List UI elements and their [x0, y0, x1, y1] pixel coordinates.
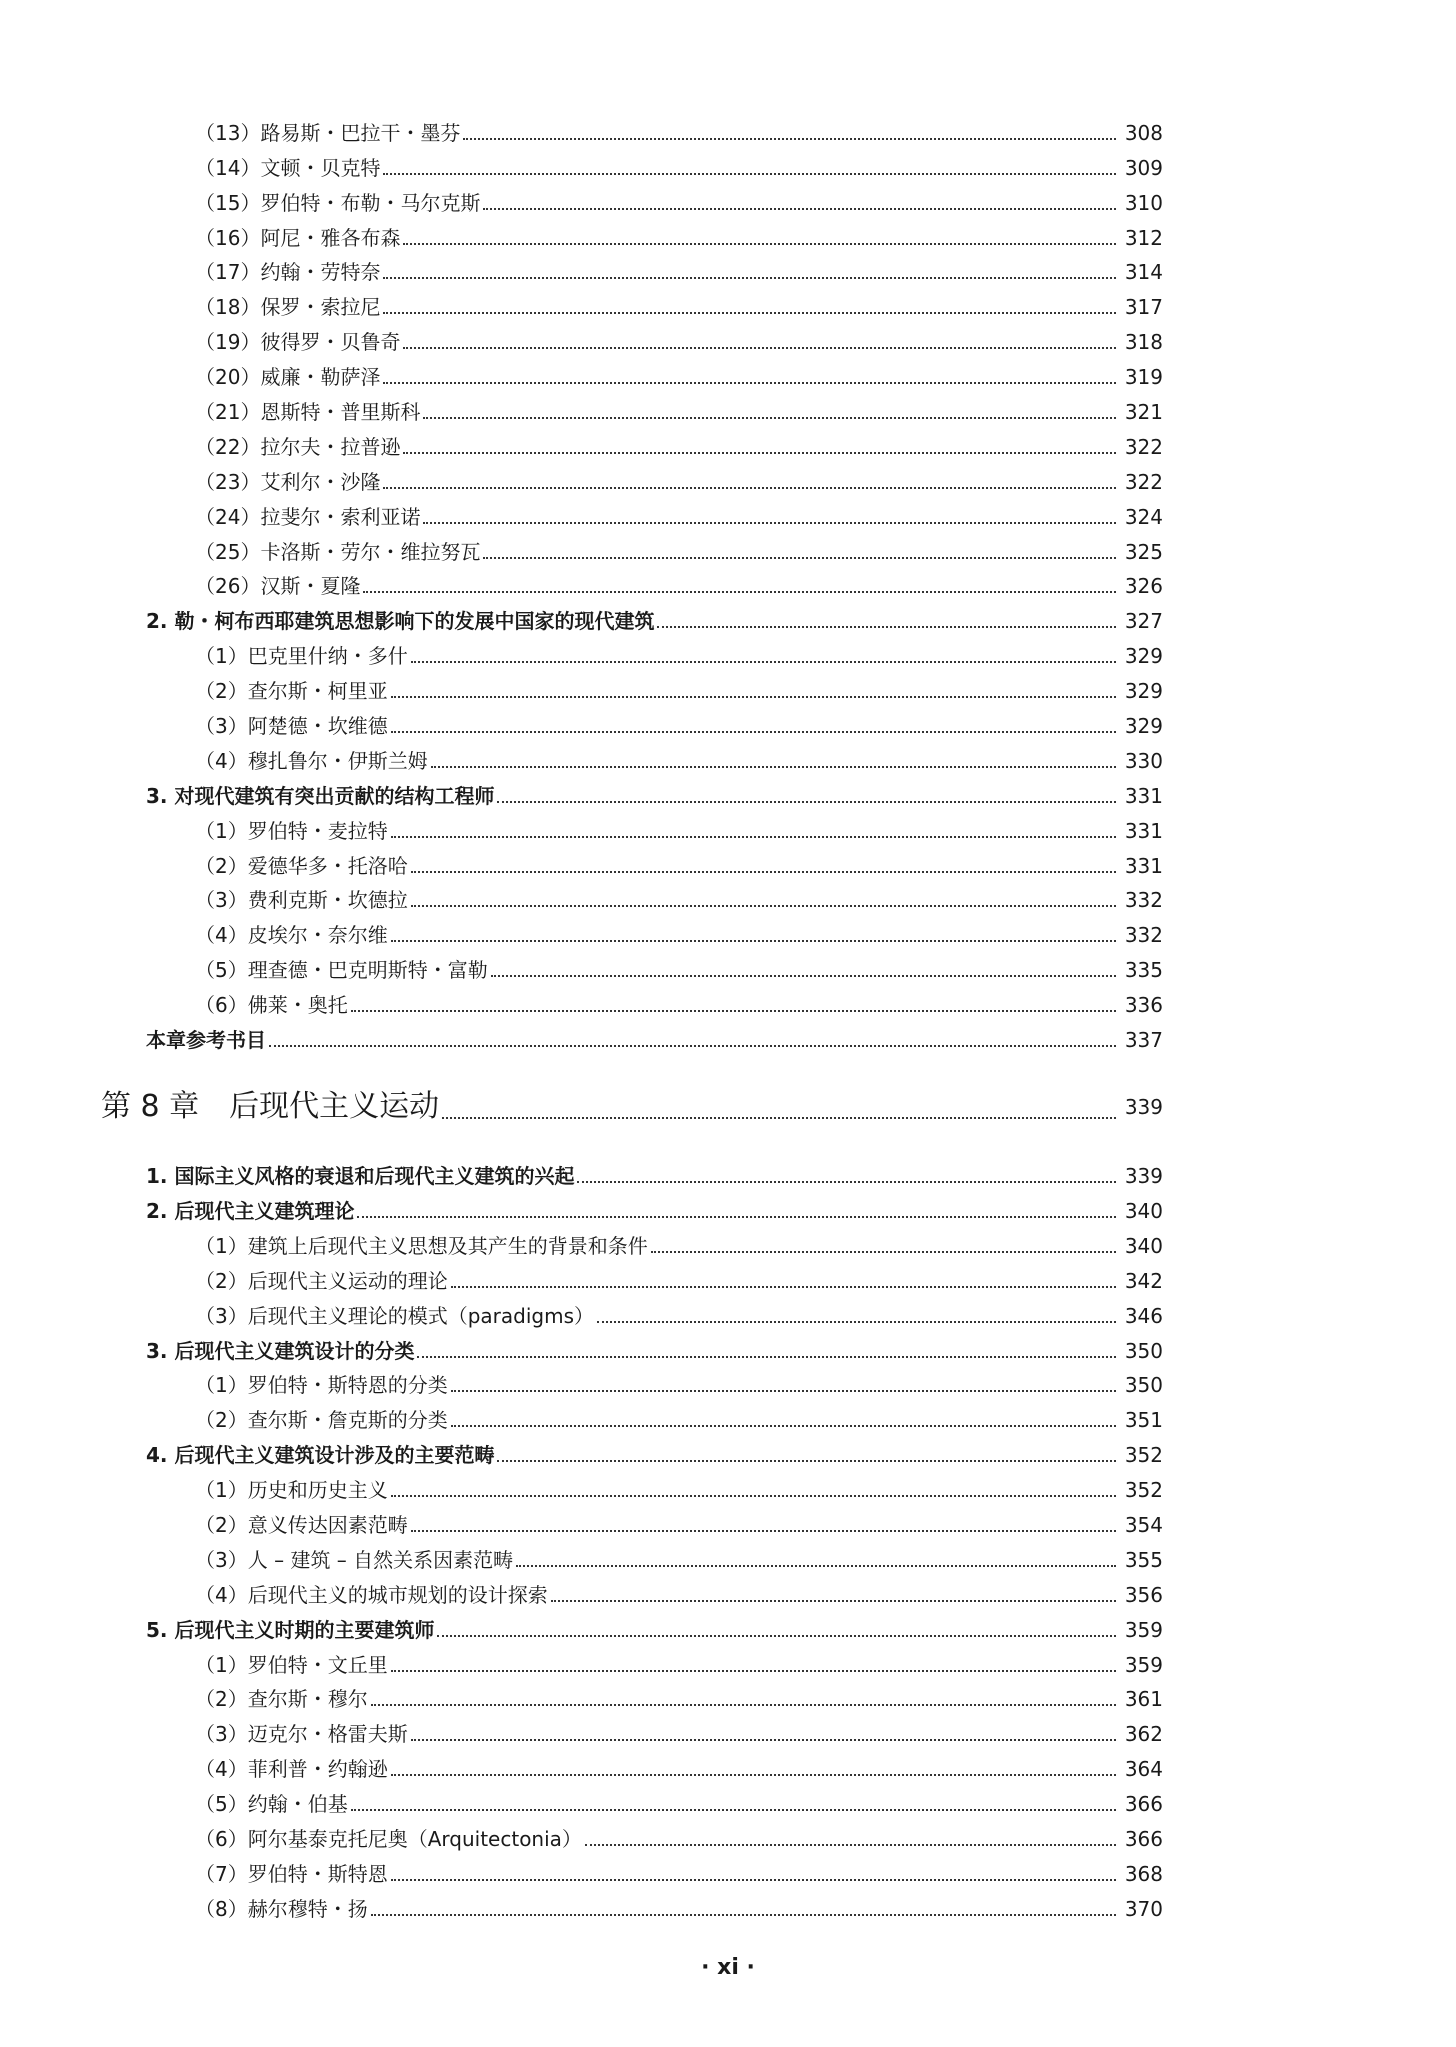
toc-dot-leader: [483, 208, 1116, 210]
toc-entry-page-number: 339: [1124, 1164, 1163, 1189]
toc-entry-section: [0, 1188, 1456, 1223]
toc-entry-title: （2）查尔斯・詹克斯的分类: [195, 1408, 448, 1433]
toc-entry-item: [0, 808, 1456, 843]
toc-dot-leader: [497, 1460, 1116, 1462]
toc-entry-page-number: 335: [1124, 958, 1163, 983]
toc-dot-leader: [383, 312, 1116, 314]
toc-entry-page-number: 324: [1124, 504, 1163, 529]
toc-dot-leader: [585, 1844, 1116, 1846]
toc-entry-title: （25）卡洛斯・劳尔・维拉努瓦: [195, 539, 481, 564]
toc-entry-item: [0, 668, 1456, 703]
toc-entry-page-number: 356: [1124, 1582, 1163, 1607]
toc-entry-item: [0, 1816, 1456, 1851]
toc-entry-page-number: 336: [1124, 993, 1163, 1018]
toc-dot-leader: [403, 452, 1116, 454]
toc-dot-leader: [383, 487, 1116, 489]
toc-entry-title: 第 8 章 后现代主义运动: [101, 1089, 440, 1125]
toc-entry-item: [0, 982, 1456, 1017]
toc-dot-leader: [357, 1216, 1116, 1218]
toc-entry-title: （19）彼得罗・贝鲁奇: [195, 330, 401, 355]
toc-dot-leader: [497, 801, 1116, 803]
toc-dot-leader: [451, 1286, 1116, 1288]
toc-dot-leader: [651, 1251, 1116, 1253]
toc-entry-title: （1）罗伯特・麦拉特: [195, 818, 388, 843]
toc-entry-item: [0, 1363, 1456, 1398]
toc-dot-leader: [463, 138, 1116, 140]
toc-entry-page-number: 340: [1124, 1198, 1163, 1223]
toc-dot-leader: [371, 1914, 1116, 1916]
toc-entry-title: （1）罗伯特・文丘里: [195, 1652, 388, 1677]
toc-entry-item: [0, 703, 1456, 738]
toc-dot-leader: [483, 557, 1116, 559]
toc-entry-page-number: 352: [1124, 1443, 1163, 1468]
toc-dot-leader: [351, 1809, 1116, 1811]
toc-dot-leader: [269, 1045, 1116, 1047]
toc-entry-page-number: 370: [1124, 1896, 1163, 1921]
toc-dot-leader: [431, 766, 1116, 768]
toc-entry-title: （26）汉斯・夏隆: [195, 574, 361, 599]
toc-dot-leader: [411, 905, 1116, 907]
toc-entry-title: （13）路易斯・巴拉干・墨芬: [195, 120, 461, 145]
toc-entry-title: 1. 国际主义风格的衰退和后现代主义建筑的兴起: [146, 1164, 575, 1189]
toc-entry-title: （2）查尔斯・穆尔: [195, 1687, 368, 1712]
toc-entry-title: 3. 对现代建筑有突出贡献的结构工程师: [146, 783, 495, 808]
toc-dot-leader: [437, 1635, 1116, 1637]
toc-entry-page-number: 327: [1124, 609, 1163, 634]
toc-entry-title: （2）后现代主义运动的理论: [195, 1268, 448, 1293]
toc-dot-leader: [363, 591, 1116, 593]
toc-list: [0, 110, 1456, 1921]
toc-dot-leader: [371, 1704, 1116, 1706]
page-number: · xi ·: [701, 1955, 755, 1980]
toc-dot-leader: [491, 975, 1116, 977]
toc-dot-leader: [551, 1600, 1116, 1602]
toc-entry-item: [0, 180, 1456, 215]
toc-entry-page-number: 319: [1124, 365, 1163, 390]
toc-entry-title: （4）皮埃尔・奈尔维: [195, 923, 388, 948]
toc-entry-title: （17）约翰・劳特奈: [195, 260, 381, 285]
toc-entry-item: [0, 1293, 1456, 1328]
toc-dot-leader: [423, 522, 1116, 524]
toc-dot-leader: [597, 1321, 1116, 1323]
toc-entry-title: （15）罗伯特・布勒・马尔克斯: [195, 190, 481, 215]
toc-dot-leader: [516, 1565, 1116, 1567]
toc-entry-item: [0, 564, 1456, 599]
toc-dot-leader: [451, 1390, 1116, 1392]
toc-entry-page-number: 346: [1124, 1303, 1163, 1328]
toc-entry-refs: [0, 1017, 1456, 1052]
toc-entry-section: [0, 773, 1456, 808]
toc-dot-leader: [411, 1530, 1116, 1532]
toc-entry-item: [0, 1572, 1456, 1607]
toc-entry-item: [0, 354, 1456, 389]
toc-entry-title: （20）威廉・勒萨泽: [195, 365, 381, 390]
toc-entry-page-number: 331: [1124, 818, 1163, 843]
toc-entry-page-number: 359: [1124, 1617, 1163, 1642]
toc-entry-page-number: 361: [1124, 1687, 1163, 1712]
toc-dot-leader: [411, 661, 1116, 663]
toc-dot-leader: [383, 277, 1116, 279]
toc-entry-item: [0, 319, 1456, 354]
toc-entry-page-number: 342: [1124, 1268, 1163, 1293]
toc-entry-item: [0, 1886, 1456, 1921]
toc-dot-leader: [657, 626, 1116, 628]
toc-entry-item: [0, 1642, 1456, 1677]
toc-entry-item: [0, 389, 1456, 424]
toc-entry-title: 2. 勒・柯布西耶建筑思想影响下的发展中国家的现代建筑: [146, 609, 655, 634]
toc-entry-page-number: 330: [1124, 748, 1163, 773]
toc-dot-leader: [411, 871, 1116, 873]
toc-dot-leader: [423, 417, 1116, 419]
toc-entry-item: [0, 1677, 1456, 1712]
toc-entry-title: 2. 后现代主义建筑理论: [146, 1198, 355, 1223]
toc-dot-leader: [351, 1010, 1116, 1012]
toc-dot-leader: [391, 731, 1116, 733]
toc-entry-page-number: 312: [1124, 225, 1163, 250]
toc-entry-title: （3）阿楚德・坎维德: [195, 714, 388, 739]
toc-entry-page-number: 322: [1124, 469, 1163, 494]
toc-entry-page-number: 332: [1124, 888, 1163, 913]
toc-entry-page-number: 309: [1124, 155, 1163, 180]
toc-entry-item: [0, 250, 1456, 285]
toc-entry-page-number: 359: [1124, 1652, 1163, 1677]
toc-entry-item: [0, 1711, 1456, 1746]
toc-entry-page-number: 329: [1124, 679, 1163, 704]
toc-entry-page-number: 362: [1124, 1722, 1163, 1747]
toc-dot-leader: [451, 1425, 1116, 1427]
toc-entry-title: 3. 后现代主义建筑设计的分类: [146, 1338, 415, 1363]
toc-entry-page-number: 322: [1124, 434, 1163, 459]
toc-dot-leader: [391, 696, 1116, 698]
toc-entry-page-number: 366: [1124, 1826, 1163, 1851]
toc-entry-title: （3）费利克斯・坎德拉: [195, 888, 408, 913]
toc-entry-title: （18）保罗・索拉尼: [195, 295, 381, 320]
toc-dot-leader: [391, 1879, 1116, 1881]
toc-entry-section: [0, 1607, 1456, 1642]
toc-entry-page-number: 329: [1124, 644, 1163, 669]
toc-entry-page-number: 331: [1124, 853, 1163, 878]
toc-entry-page-number: 339: [1124, 1095, 1163, 1120]
toc-entry-title: （14）文顿・贝克特: [195, 155, 381, 180]
toc-entry-title: 本章参考书目: [146, 1028, 266, 1053]
toc-entry-section: [0, 598, 1456, 633]
toc-entry-page-number: 350: [1124, 1338, 1163, 1363]
toc-entry-title: （23）艾利尔・沙隆: [195, 469, 381, 494]
toc-entry-page-number: 351: [1124, 1408, 1163, 1433]
toc-entry-title: （8）赫尔穆特・扬: [195, 1896, 368, 1921]
toc-entry-item: [0, 1851, 1456, 1886]
toc-entry-title: （2）查尔斯・柯里亚: [195, 679, 388, 704]
toc-entry-title: （1）建筑上后现代主义思想及其产生的背景和条件: [195, 1233, 648, 1258]
toc-entry-item: [0, 1781, 1456, 1816]
toc-entry-page-number: 354: [1124, 1512, 1163, 1537]
toc-entry-page-number: 325: [1124, 539, 1163, 564]
toc-entry-page-number: 326: [1124, 574, 1163, 599]
toc-entry-page-number: 317: [1124, 295, 1163, 320]
toc-entry-item: [0, 1223, 1456, 1258]
toc-entry-item: [0, 145, 1456, 180]
toc-dot-leader: [391, 1495, 1116, 1497]
toc-entry-title: （1）巴克里什纳・多什: [195, 644, 408, 669]
toc-entry-page-number: 355: [1124, 1547, 1163, 1572]
toc-entry-item: [0, 633, 1456, 668]
toc-dot-leader: [403, 243, 1116, 245]
toc-entry-section: [0, 1432, 1456, 1467]
toc-entry-page-number: 350: [1124, 1373, 1163, 1398]
toc-entry-page-number: 364: [1124, 1757, 1163, 1782]
toc-entry-item: [0, 494, 1456, 529]
toc-entry-item: [0, 1258, 1456, 1293]
toc-entry-item: [0, 459, 1456, 494]
toc-entry-page-number: 308: [1124, 120, 1163, 145]
toc-entry-item: [0, 215, 1456, 250]
toc-entry-page-number: 352: [1124, 1478, 1163, 1503]
toc-entry-page-number: 366: [1124, 1792, 1163, 1817]
toc-entry-page-number: 331: [1124, 783, 1163, 808]
toc-entry-title: 5. 后现代主义时期的主要建筑师: [146, 1617, 435, 1642]
toc-entry-page-number: 340: [1124, 1233, 1163, 1258]
toc-entry-title: （4）后现代主义的城市规划的设计探索: [195, 1582, 548, 1607]
toc-entry-title: （21）恩斯特・普里斯科: [195, 400, 421, 425]
toc-dot-leader: [417, 1356, 1116, 1358]
toc-entry-title: （5）约翰・伯基: [195, 1792, 348, 1817]
toc-entry-page-number: 318: [1124, 330, 1163, 355]
toc-entry-title: 4. 后现代主义建筑设计涉及的主要范畴: [146, 1443, 495, 1468]
toc-dot-leader: [391, 1670, 1116, 1672]
toc-entry-item: [0, 424, 1456, 459]
toc-dot-leader: [391, 836, 1116, 838]
toc-entry-title: （16）阿尼・雅各布森: [195, 225, 401, 250]
toc-entry-title: （4）菲利普・约翰逊: [195, 1757, 388, 1782]
toc-entry-page-number: 329: [1124, 714, 1163, 739]
toc-entry-item: [0, 1397, 1456, 1432]
toc-entry-item: [0, 284, 1456, 319]
toc-entry-title: （3）后现代主义理论的模式（paradigms）: [195, 1303, 595, 1328]
toc-dot-leader: [383, 382, 1116, 384]
toc-entry-item: [0, 529, 1456, 564]
toc-entry-title: （6）佛莱・奥托: [195, 993, 348, 1018]
toc-entry-page-number: 310: [1124, 190, 1163, 215]
toc-entry-title: （2）爱德华多・托洛哈: [195, 853, 408, 878]
toc-entry-title: （24）拉斐尔・索利亚诺: [195, 504, 421, 529]
toc-entry-item: [0, 1502, 1456, 1537]
toc-dot-leader: [411, 1739, 1116, 1741]
toc-entry-item: [0, 1746, 1456, 1781]
toc-entry-item: [0, 947, 1456, 982]
toc-entry-title: （1）历史和历史主义: [195, 1478, 388, 1503]
toc-entry-title: （1）罗伯特・斯特恩的分类: [195, 1373, 448, 1398]
toc-dot-leader: [391, 940, 1116, 942]
toc-entry-item: [0, 843, 1456, 878]
toc-entry-chapter: [0, 1052, 1456, 1124]
toc-entry-title: （5）理查德・巴克明斯特・富勒: [195, 958, 488, 983]
toc-entry-title: （22）拉尔夫・拉普逊: [195, 434, 401, 459]
toc-dot-leader: [391, 1774, 1116, 1776]
toc-entry-title: （3）人 – 建筑 – 自然关系因素范畴: [195, 1547, 514, 1572]
toc-entry-item: [0, 1537, 1456, 1572]
toc-entry-title: （4）穆扎鲁尔・伊斯兰姆: [195, 748, 428, 773]
toc-entry-section: [0, 1328, 1456, 1363]
toc-entry-page-number: 337: [1124, 1028, 1163, 1053]
toc-entry-title: （3）迈克尔・格雷夫斯: [195, 1722, 408, 1747]
toc-entry-page-number: 321: [1124, 400, 1163, 425]
toc-entry-page-number: 314: [1124, 260, 1163, 285]
toc-dot-leader: [383, 173, 1116, 175]
toc-entry-section: [0, 1124, 1456, 1188]
toc-entry-item: [0, 912, 1456, 947]
toc-entry-item: [0, 110, 1456, 145]
toc-dot-leader: [403, 347, 1116, 349]
toc-entry-title: （2）意义传达因素范畴: [195, 1512, 408, 1537]
toc-entry-item: [0, 738, 1456, 773]
toc-entry-item: [0, 1467, 1456, 1502]
toc-entry-page-number: 332: [1124, 923, 1163, 948]
toc-entry-title: （7）罗伯特・斯特恩: [195, 1861, 388, 1886]
toc-entry-item: [0, 878, 1456, 913]
toc-entry-title: （6）阿尔基泰克托尼奥（Arquitectonia）: [195, 1826, 582, 1851]
toc-dot-leader: [442, 1117, 1116, 1119]
toc-entry-page-number: 368: [1124, 1861, 1163, 1886]
toc-dot-leader: [577, 1181, 1116, 1183]
